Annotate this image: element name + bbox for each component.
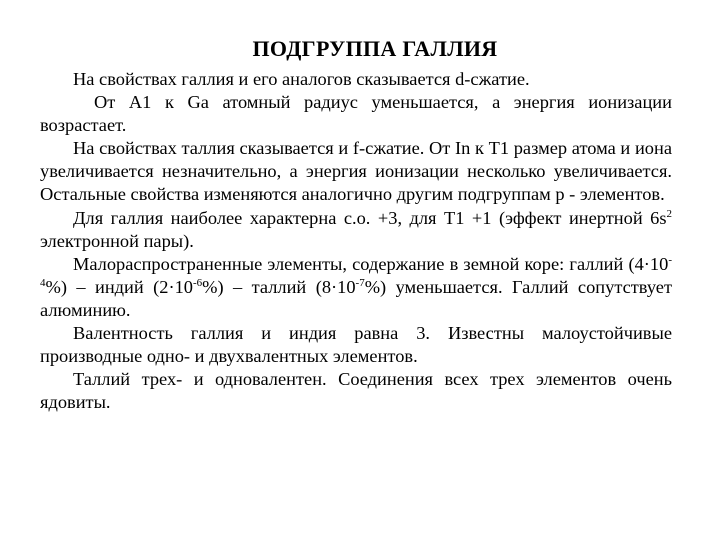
abundance-text-4: %) уменьшается. Галлий сопутствует алюминию.: [40, 276, 672, 320]
slide-title: ПОДГРУППА ГАЛЛИЯ: [252, 36, 498, 61]
thallium-exponent: -7: [355, 276, 365, 289]
slide-body: [40, 68, 672, 414]
paragraph-valence: Валентность галлия и индия равна 3. Известны малоустойчивые производные одно- и двухвалентных элементов.: [40, 323, 672, 367]
paragraph-f-contraction: На свойствах таллия сказывается и f-сжатие. От In к Т1 размер атома и иона увеличивается незначительно, а энергия ионизации несколько увеличивается. Остальные свойства изменяются аналогично другим подгруппам р - элементов.: [40, 138, 672, 205]
oxidation-text-before: Для галлия наиболее характерна с.о. +3, для Т1 +1 (эффект инертной 6s: [73, 207, 667, 228]
gallium-exponent: -4: [40, 253, 672, 289]
paragraph-abundance: [40, 253, 672, 322]
abundance-text-1: Малораспространенные элементы, содержание в земной коре: галлий (4·10: [73, 253, 669, 274]
paragraph-atomic-radius: От А1 к Ga атомный радиус уменьшается, а энергия ионизации возрастает.: [40, 92, 672, 136]
abundance-text-2: %) – индий (2·10: [45, 276, 193, 297]
paragraph-d-contraction: На свойствах галлия и его аналогов сказывается d-сжатие.: [73, 69, 530, 89]
paragraph-thallium-toxicity: Таллий трех- и одновалентен. Соединения всех трех элементов очень ядовиты.: [40, 369, 672, 413]
orbital-superscript: 2: [666, 207, 672, 220]
oxidation-text-after: электронной пары).: [40, 230, 194, 251]
paragraph-oxidation-states: [40, 207, 672, 253]
abundance-text-3: %) – таллий (8·10: [202, 276, 356, 297]
indium-exponent: -6: [192, 276, 203, 289]
